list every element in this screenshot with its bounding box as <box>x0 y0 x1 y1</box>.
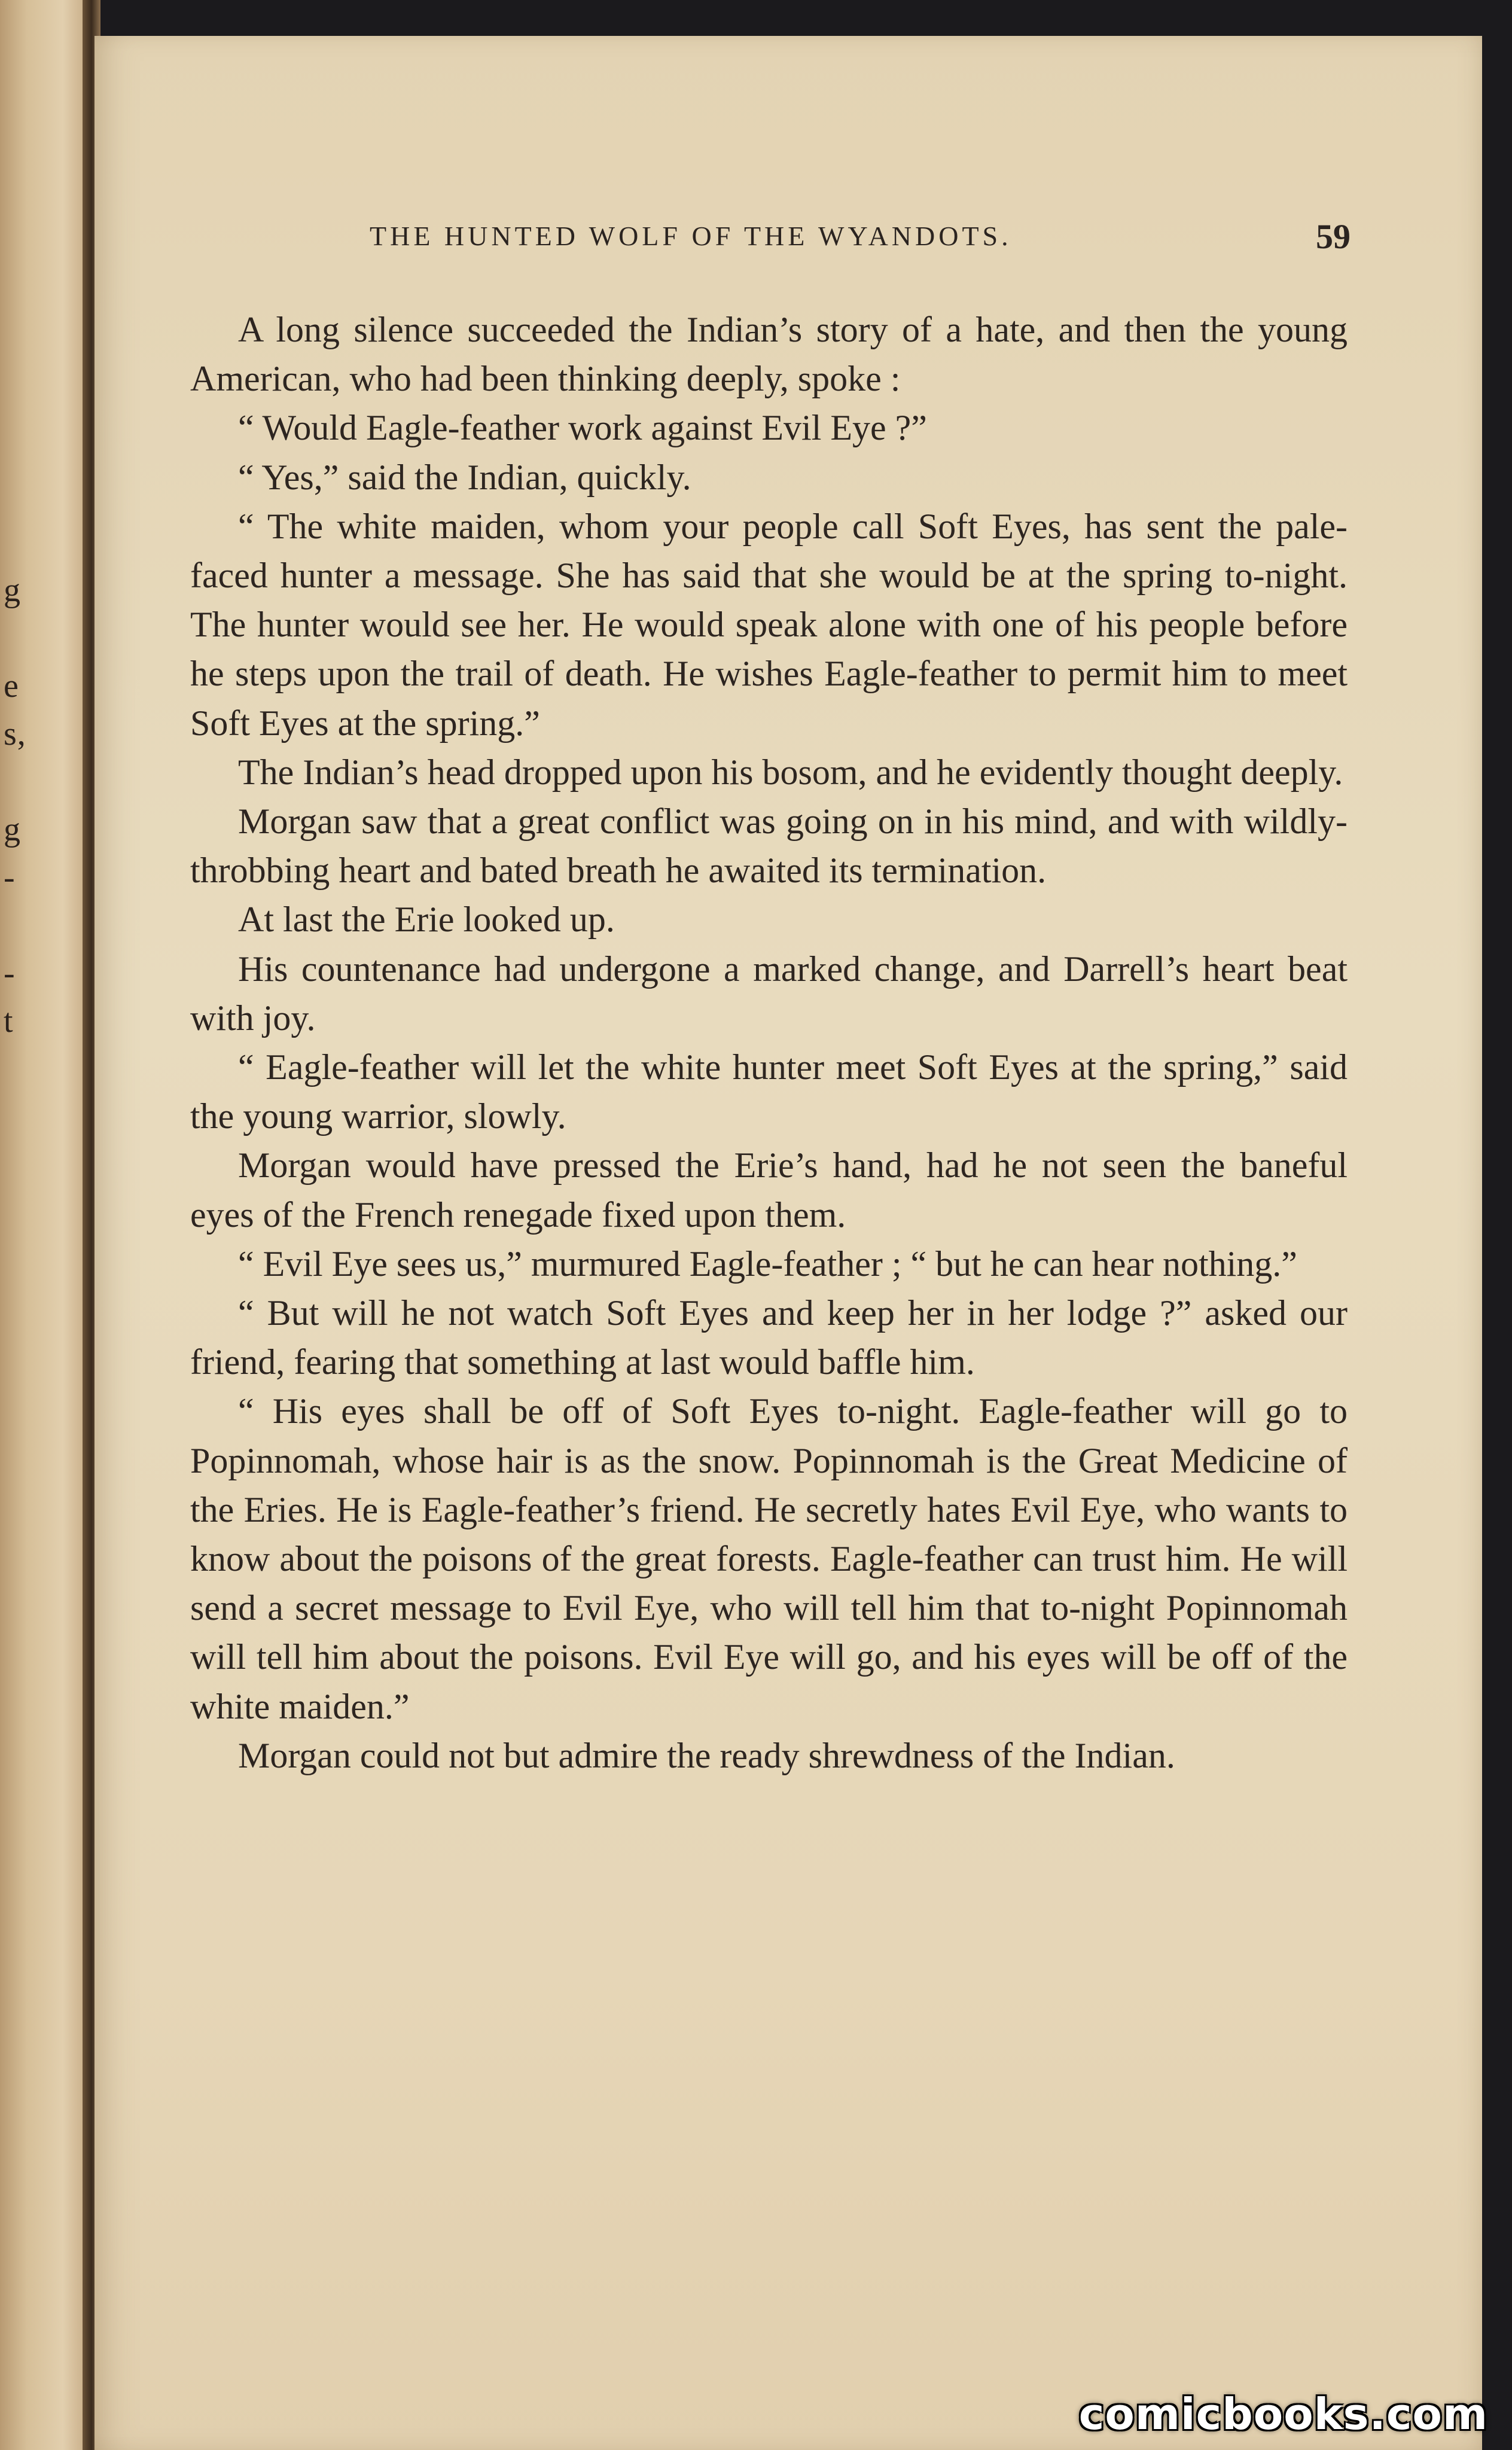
facing-page-fragment: e <box>4 668 19 705</box>
paragraph: “ The white maiden, whom your people call Soft Eyes, has sent the pale-faced hunter a message. She has said that she would be at the spring to-night. The hunter would see her. He would speak alone with one of his people before he steps upon the trail of death. He wishes Eagle-feather to permit him to meet Soft Eyes at the spring.” <box>190 506 1348 743</box>
facing-page-fragment: s, <box>4 715 26 752</box>
paragraph: “ But will he not watch Soft Eyes and keep her in her lodge ?” asked our friend, fearing that something at last would baffle him. <box>190 1293 1348 1382</box>
paragraph: “ Eagle-feather will let the white hunter meet Soft Eyes at the spring,” said the young warrior, slowly. <box>190 1047 1348 1136</box>
facing-page-fragment: - <box>4 955 16 992</box>
paragraph: A long silence succeeded the Indian’s story of a hate, and then the young American, who had been thinking deeply, spoke : <box>190 310 1348 399</box>
book-page <box>94 36 1482 2450</box>
paragraph: “ Yes,” said the Indian, quickly. <box>238 457 691 497</box>
paragraph: At last the Erie looked up. <box>238 900 615 940</box>
body-text <box>190 305 1348 1780</box>
paragraph: Morgan would have pressed the Erie’s hand, had he not seen the baneful eyes of the French renegade fixed upon them. <box>190 1145 1348 1235</box>
page-header <box>274 217 1351 262</box>
facing-page-fragment: t <box>4 1002 14 1040</box>
paragraph: Morgan could not but admire the ready shrewdness of the Indian. <box>238 1735 1175 1775</box>
facing-page-fragment: g <box>4 572 21 609</box>
running-head: THE HUNTED WOLF OF THE WYANDOTS. <box>370 221 1012 251</box>
page-number: 59 <box>1316 217 1351 256</box>
paragraph: “ His eyes shall be off of Soft Eyes to-night. Eagle-feather will go to Popinnomah, whose hair is as the snow. Popinnomah is the Great Medicine of the Eries. He is Eagle-feather’s friend. He secretly hates Evil Eye, who wants to know about the poisons of the great forests. Eagle-feather can trust him. He will send a secret message to Evil Eye, who will tell him that to-night Popinnomah will tell him about the poisons. Evil Eye will go, and his eyes will be off of the white maiden.” <box>190 1391 1348 1726</box>
facing-page-fragment: g <box>4 811 21 848</box>
facing-page-fragment: - <box>4 859 16 896</box>
paragraph: His countenance had undergone a marked change, and Darrell’s heart beat with joy. <box>190 949 1348 1038</box>
paragraph: “ Would Eagle-feather work against Evil Eye ?” <box>238 408 927 448</box>
facing-page-edge <box>0 0 90 2450</box>
watermark: comicbooks.com <box>1078 2389 1488 2439</box>
paragraph: The Indian’s head dropped upon his bosom, and he evidently thought deeply. <box>238 752 1343 792</box>
paragraph: Morgan saw that a great conflict was going on in his mind, and with wildly-throbbing heart and bated breath he awaited its termination. <box>190 802 1348 891</box>
paragraph: “ Evil Eye sees us,” murmured Eagle-feather ; “ but he can hear nothing.” <box>238 1244 1297 1284</box>
